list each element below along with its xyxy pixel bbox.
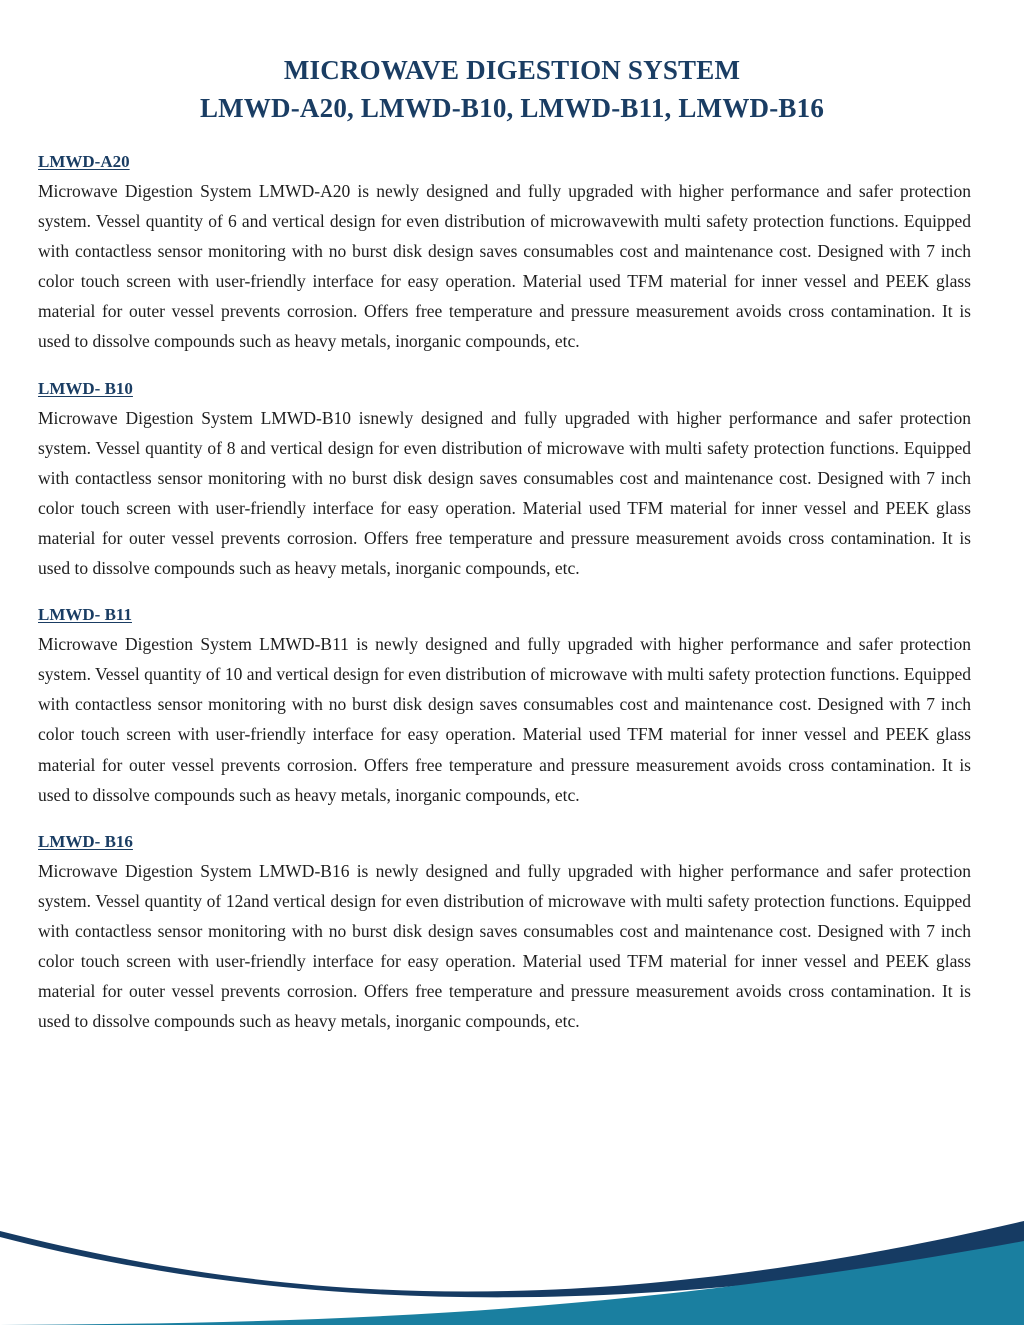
section-lmwd-b10 [38, 377, 971, 584]
section-lmwd-a20 [38, 150, 971, 357]
section-heading: LMWD- B10 [38, 378, 133, 398]
page-title: MICROWAVE DIGESTION SYSTEM [283, 55, 741, 85]
page-header [0, 52, 1024, 128]
section-body: Microwave Digestion System LMWD-A20 is newly designed and fully upgraded with higher performance and safer protection system. Vessel quantity of 6 and vertical design for even distribution of microwavewith multi safety protection functions. Equipped with contactless sensor monitoring with no burst disk design saves consumables cost and maintenance cost. Designed with 7 inch color touch screen with user-friendly interface for easy operation. Material used TFM material for inner vessel and PEEK glass material for outer vessel prevents corrosion. Offers free temperature and pressure measurement avoids cross contamination. It is used to dissolve compounds such as heavy metals, inorganic compounds, etc. [38, 181, 971, 352]
section-body: Microwave Digestion System LMWD-B16 is newly designed and fully upgraded with higher performance and safer protection system. Vessel quantity of 12and vertical design for even distribution of microwave with multi safety protection functions. Equipped with contactless sensor monitoring with no burst disk design saves consumables cost and maintenance cost. Designed with 7 inch color touch screen with user-friendly interface for easy operation. Material used TFM material for inner vessel and PEEK glass material for outer vessel prevents corrosion. Offers free temperature and pressure measurement avoids cross contamination. It is used to dissolve compounds such as heavy metals, inorganic compounds, etc. [38, 860, 971, 1032]
section-heading: LMWD- B16 [38, 831, 133, 851]
section-heading: LMWD-A20 [38, 152, 130, 171]
section-heading: LMWD- B11 [38, 605, 132, 625]
section-body: Microwave Digestion System LMWD-B11 is newly designed and fully upgraded with higher performance and safer protection system. Vessel quantity of 10 and vertical design for even distribution of microwave with multi safety protection functions. Equipped with contactless sensor monitoring with no burst disk design saves consumables cost and maintenance cost. Designed with 7 inch color touch screen with user-friendly interface for easy operation. Material used TFM material for inner vessel and PEEK glass material for outer vessel prevents corrosion. Offers free temperature and pressure measurement avoids cross contamination. It is used to dissolve compounds such as heavy metals, inorganic compounds, etc. [38, 634, 971, 805]
section-lmwd-b16 [38, 830, 971, 1037]
section-body: Microwave Digestion System LMWD-B10 isnewly designed and fully upgraded with higher performance and safer protection system. Vessel quantity of 8 and vertical design for even distribution of microwave with multi safety protection functions. Equipped with contactless sensor monitoring with no burst disk design saves consumables cost and maintenance cost. Designed with 7 inch color touch screen with user-friendly interface for easy operation. Material used TFM material for inner vessel and PEEK glass material for outer vessel prevents corrosion. Offers free temperature and pressure measurement avoids cross contamination. It is used to dissolve compounds such as heavy metals, inorganic compounds, etc. [38, 407, 971, 579]
footer-wave-decoration [0, 1205, 1024, 1325]
document-content [38, 150, 971, 1056]
section-lmwd-b11 [38, 603, 971, 810]
page-subtitle: LMWD-A20, LMWD-B10, LMWD-B11, LMWD-B16 [199, 93, 825, 123]
